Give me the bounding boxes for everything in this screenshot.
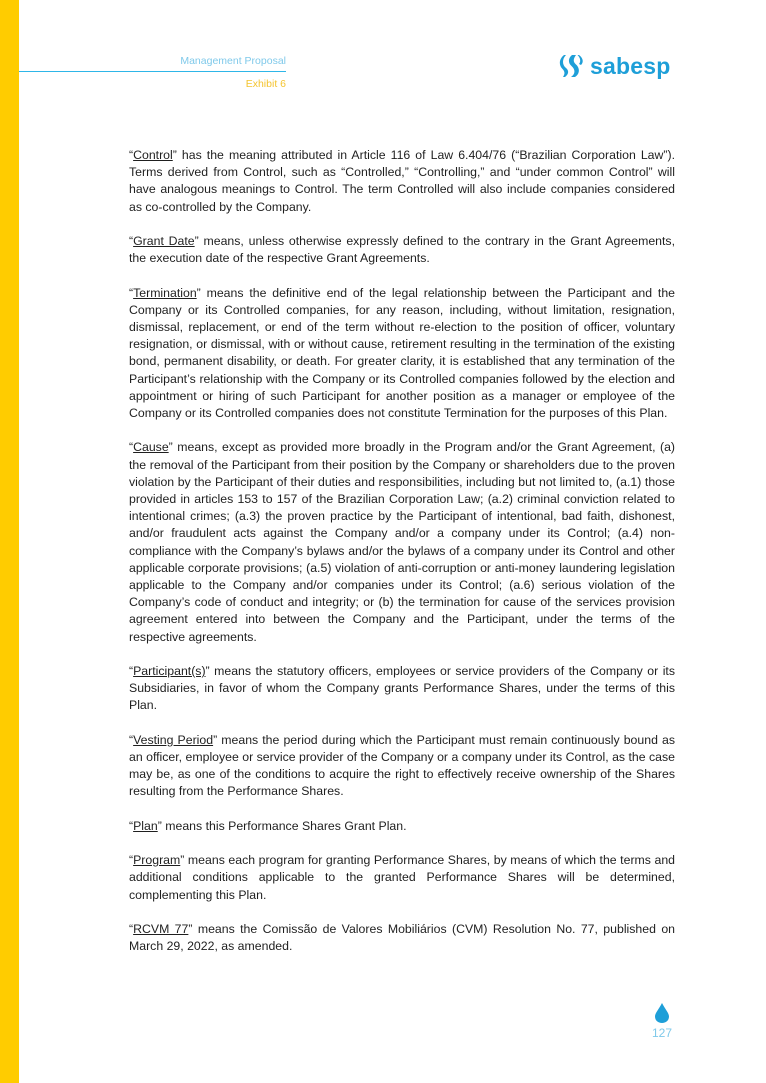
page-number: 127 [651,1026,673,1040]
definition-text: means, unless otherwise expressly defined to the contrary in the Grant Agreements, the execution date of the respective Grant Agreements. [129,234,675,266]
definition-text: means the definitive end of the legal relationship between the Participant and the Company or its Controlled companies, for any reason, including, without limitation, resignation, dismissal, replacement, or end of the term without re-election to the position of officer, voluntary resignation, or dismissal, with or without cause, retirement resulting in the termination of the existing bond, permanent disability, or death. For greater clarity, it is established that any termination of the Participant’s relationship with the Company or its Controlled companies followed by the election and appointment or hiring of such Participant for another position as a manager or employee of the Company or its Controlled companies does not constitute Termination for the purposes of this Plan. [129,285,675,421]
definition-paragraph: “Plan” means this Performance Shares Grant Plan. [129,818,407,833]
header-title: Management Proposal [180,55,286,67]
logo-text: sabesp [590,52,671,79]
definition-term: Vesting Period [133,732,214,747]
definition-text: means the statutory officers, employees or service providers of the Company or its Subsidiaries, in favor of whom the Company grants Performance Shares, under the terms of this Plan. [129,664,675,713]
definition-paragraph: “Termination” means the definitive end of the legal relationship between the Participant and the Company or its Controlled companies, for any reason, including, without limitation, resignation, dismissal, replacement, or end of the term without re-election to the position of officer, voluntary resignation, or dismissal, with or without cause, retirement resulting in the termination of the existing bond, permanent disability, or death. For greater clarity, it is established that any termination of the Participant’s relationship with the Company or its Controlled companies followed by the election and appointment or hiring of such Participant for another position as a manager or employee of the Company or its Controlled companies does not constitute Termination for the purposes of this Plan. [129,285,675,421]
sabesp-logo-icon [559,53,585,79]
definition-text: means each program for granting Performance Shares, by means of which the terms and additional conditions applicable to the granted Performance Shares will be determined, complementing this Plan. [129,853,675,902]
definition-term: RCVM 77 [133,922,189,937]
header-rule [19,71,286,72]
definition-term: Participant(s) [133,664,206,679]
definitions-body [129,147,675,973]
sabesp-logo [559,50,670,82]
definition-paragraph: “Program” means each program for granting Performance Shares, by means of which the terms and additional conditions applicable to the granted Performance Shares will be determined, complementing this Plan. [129,853,675,902]
definition-paragraph: “Control” has the meaning attributed in Article 116 of Law 6.404/76 (“Brazilian Corporation Law”). Terms derived from Control, such as “Controlled,” “Controlling,” and “under common Control” will have analogous meanings to Control. The term Controlled will also include companies considered as co-controlled by the Company. [129,148,675,214]
side-accent-bar [0,0,19,1083]
definition-term: Control [133,148,173,162]
definition-paragraph: “Vesting Period” means the period during which the Participant must remain continuously bound as an officer, employee or service provider of the Company or a company under its Control, as the case may be, as one of the conditions to acquire the right to effectively receive ownership of the Shares resulting from the Performance Shares. [129,732,675,799]
definition-term: Grant Date [133,234,195,248]
definition-term: Termination [133,285,197,300]
definition-paragraph: “RCVM 77” means the Comissão de Valores Mobiliários (CVM) Resolution No. 77, published on March 29, 2022, as amended. [129,922,675,954]
definition-text: has the meaning attributed in Article 116 of Law 6.404/76 (“Brazilian Corporation Law”). Terms derived from Control, such as “Controlled,” “Controlling,” and “under common Control” will have analogous meanings to Control. The term Controlled will also include companies considered as co-controlled by the Company. [129,148,675,214]
definition-paragraph: “Grant Date” means, unless otherwise expressly defined to the contrary in the Grant Agreements, the execution date of the respective Grant Agreements. [129,234,675,266]
definition-text: means, except as provided more broadly in the Program and/or the Grant Agreement, (a) the removal of the Participant from their position by the Company or shareholders due to the proven violation by the Participant of their duties and responsibilities, including but not limited to, (a.1) those provided in articles 153 to 157 of the Brazilian Corporation Law; (a.2) criminal conviction related to intentional crimes; (a.3) the proven practice by the Participant of intentional, bad faith, dishonest, and/or fraudulent acts against the Company and/or a company under its Control; (a.4) non-compliance with the Company’s bylaws and/or the bylaws of a company under its Control and other applicable corporate provisions; (a.5) violation of anti-corruption or anti-money laundering legislation applicable to the Company and/or companies under its Control; (a.6) serious violation of the Company’s code of conduct and integrity; or (b) the termination for cause of the services provision agreement entered into between the Company and the Participant, under the terms of the respective agreements. [129,440,675,644]
definition-paragraph: “Cause” means, except as provided more broadly in the Program and/or the Grant Agreement, (a) the removal of the Participant from their position by the Company or shareholders due to the proven violation by the Participant of their duties and responsibilities, including but not limited to, (a.1) those provided in articles 153 to 157 of the Brazilian Corporation Law; (a.2) criminal conviction related to intentional crimes; (a.3) the proven practice by the Participant of intentional, bad faith, dishonest, and/or fraudulent acts against the Company and/or a company under its Control; (a.4) non-compliance with the Company’s bylaws and/or the bylaws of a company under its Control and other applicable corporate provisions; (a.5) violation of anti-corruption or anti-money laundering legislation applicable to the Company and/or companies under its Control; (a.6) serious violation of the Company’s code of conduct and integrity; or (b) the termination for cause of the services provision agreement entered into between the Company and the Participant, under the terms of the respective agreements. [129,440,675,644]
definition-text: means the Comissão de Valores Mobiliários (CVM) Resolution No. 77, published on March 29, 2022, as amended. [129,922,675,954]
definition-term: Plan [133,818,158,833]
definition-term: Cause [133,440,169,455]
definition-text: means this Performance Shares Grant Plan. [161,818,407,833]
water-drop-icon [655,1003,669,1023]
header-exhibit: Exhibit 6 [245,78,286,90]
definition-text: means the period during which the Participant must remain continuously bound as an officer, employee or service provider of the Company or a company under its Control, as the case may be, as one of the conditions to acquire the right to effectively receive ownership of the Shares resulting from the Performance Shares. [129,732,675,799]
definition-term: Program [133,853,181,868]
definition-paragraph: “Participant(s)” means the statutory officers, employees or service providers of the Company or its Subsidiaries, in favor of whom the Company grants Performance Shares, under the terms of this Plan. [129,664,675,713]
